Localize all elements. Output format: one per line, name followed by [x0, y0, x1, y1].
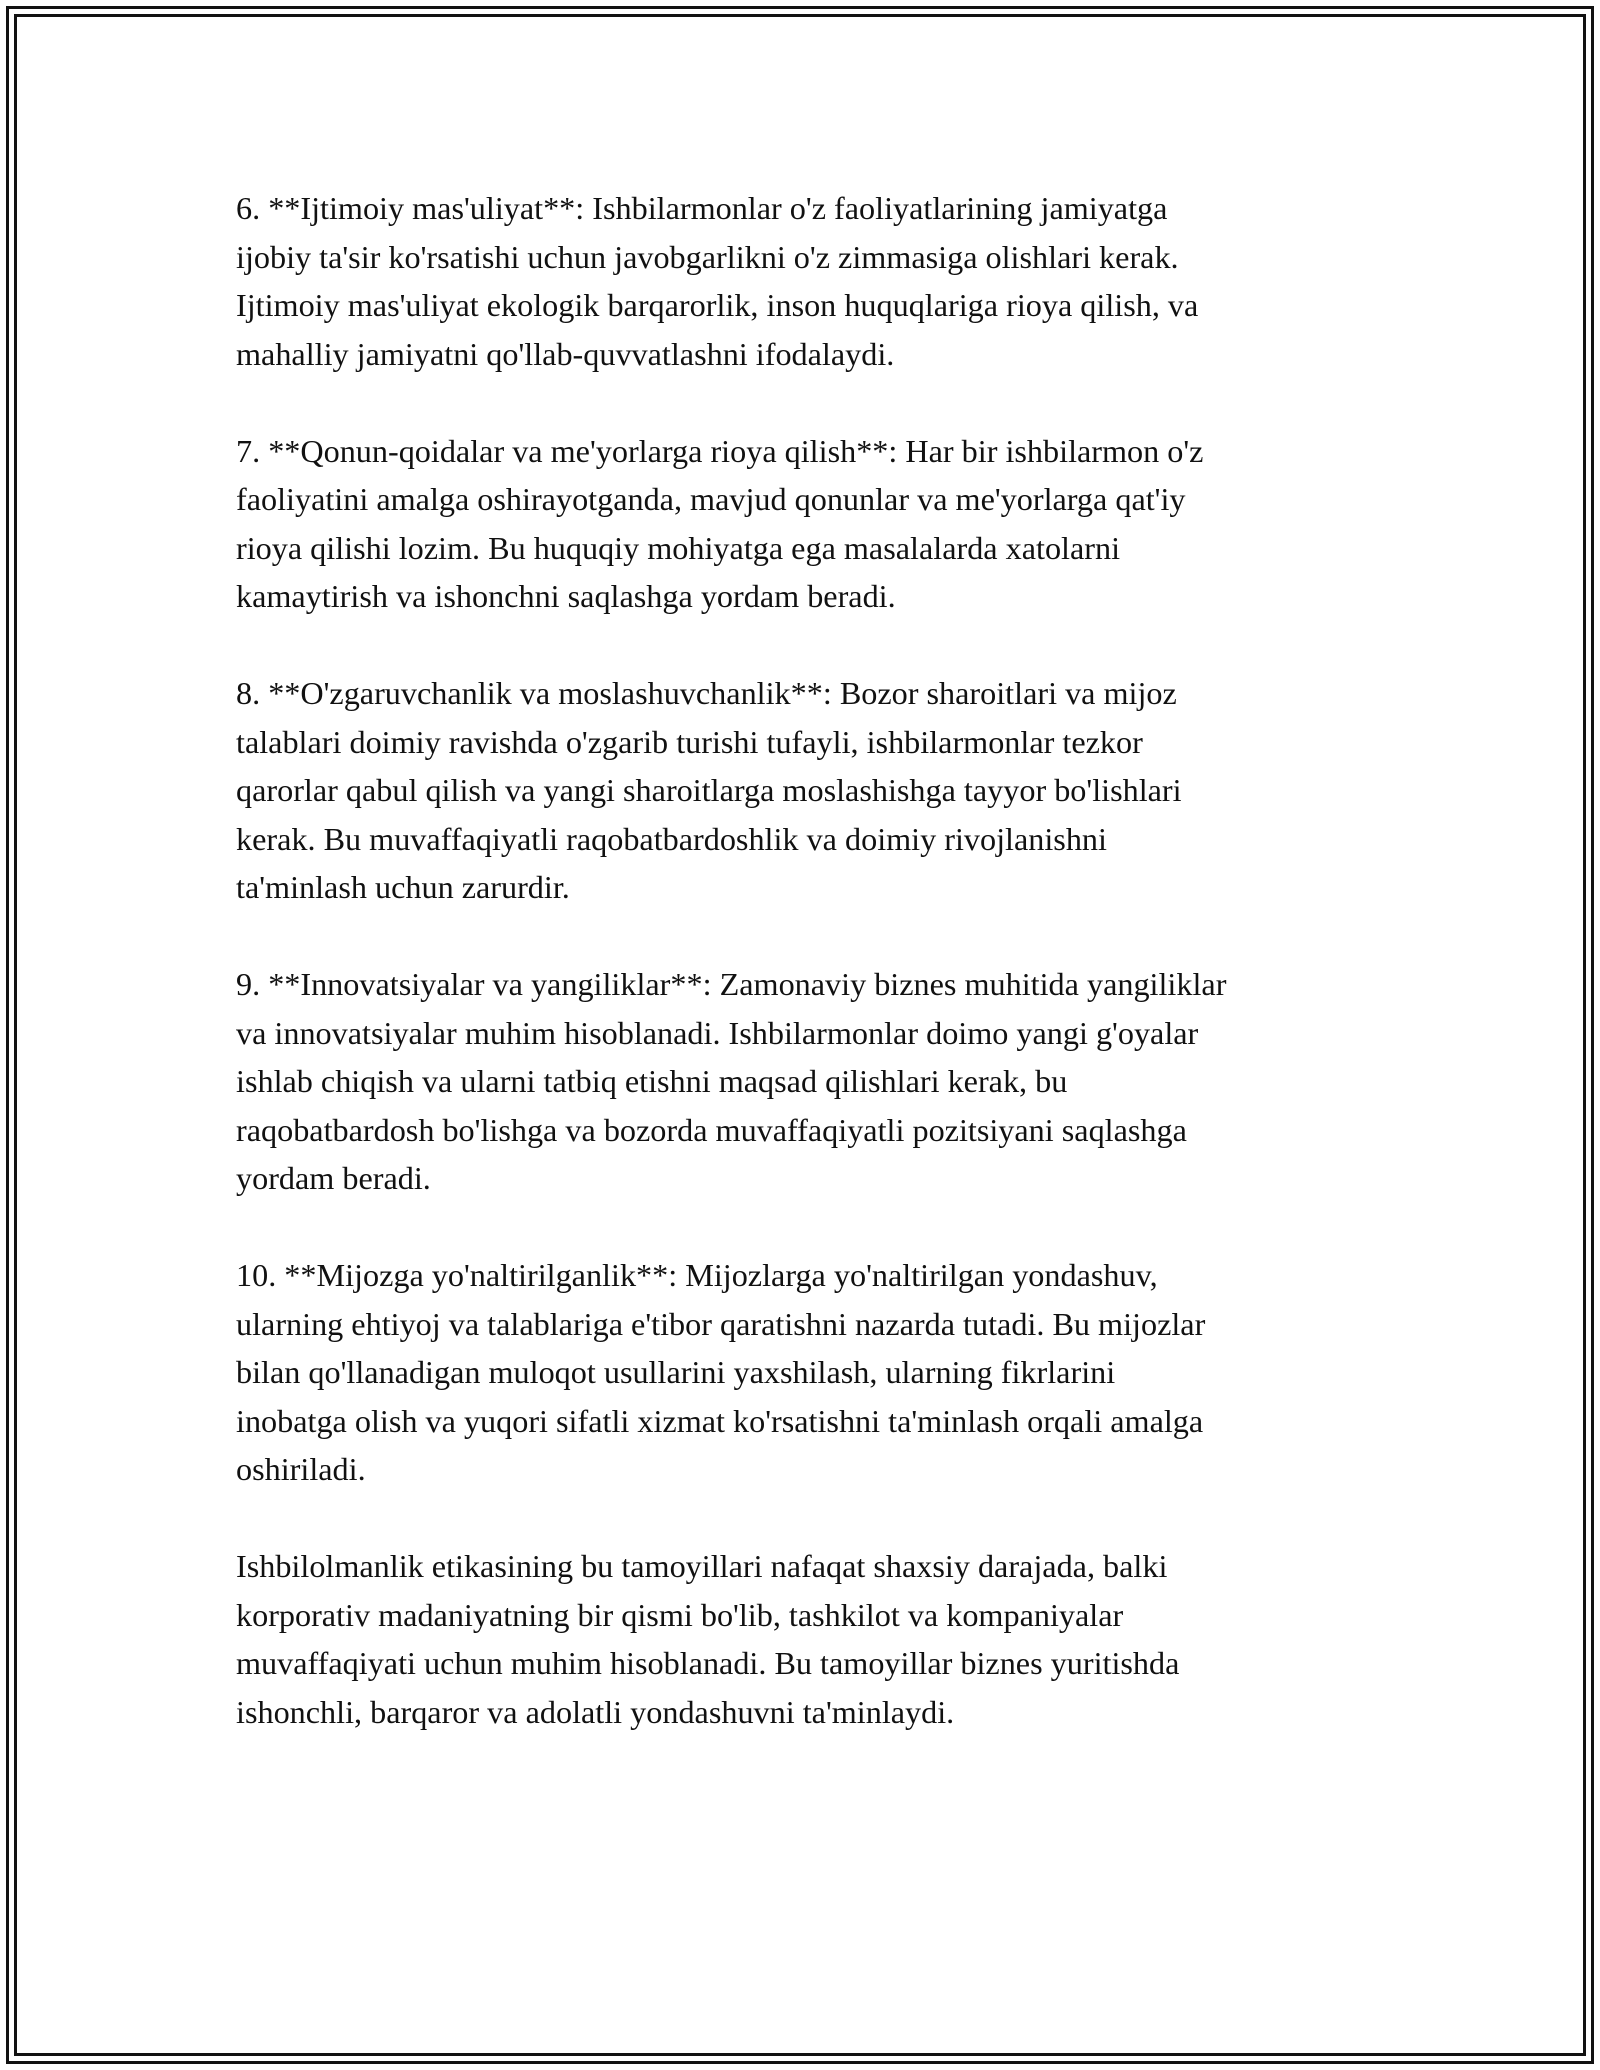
text-line: kerak. Bu muvaffaqiyatli raqobatbardoshlik va doimiy rivojlanishni	[236, 820, 1107, 857]
text-line: 10. **Mijozga yo'naltirilganlik**: Mijozlarga yo'naltirilgan yondashuv,	[236, 1257, 1158, 1293]
document-body	[236, 184, 1386, 1785]
text-line: inobatga olish va yuqori sifatli xizmat ko'rsatishni ta'minlash orqali amalga	[236, 1402, 1204, 1439]
paragraph-customer-orientation	[236, 1251, 1386, 1494]
text-line: kamaytirish va ishonchni saqlashga yordam beradi.	[236, 578, 896, 614]
text-line: va innovatsiyalar muhim hisoblanadi. Ishbilarmonlar doimo yangi g'oyalar	[236, 1014, 1199, 1051]
paragraph-adaptability	[236, 669, 1386, 912]
paragraph-legal-compliance	[236, 427, 1386, 621]
text-line: 6. **Ijtimoiy mas'uliyat**: Ishbilarmonlar o'z faoliyatlarining jamiyatga	[236, 190, 1168, 226]
text-line: 8. **O'zgaruvchanlik va moslashuvchanlik**: Bozor sharoitlari va mijoz	[236, 675, 1177, 711]
text-line: ishlab chiqish va ularni tatbiq etishni maqsad qilishlari kerak, bu	[236, 1063, 1068, 1099]
paragraph-conclusion	[236, 1542, 1386, 1736]
text-line: oshiriladi.	[236, 1451, 366, 1487]
text-line: yordam beradi.	[236, 1160, 431, 1196]
text-line: 9. **Innovatsiyalar va yangiliklar**: Zamonaviy biznes muhitida yangiliklar	[236, 966, 1227, 1002]
text-line: Ijtimoiy mas'uliyat ekologik barqarorlik, inson huquqlariga rioya qilish, va	[236, 287, 1199, 323]
text-line: ularning ehtiyoj va talablariga e'tibor qaratishni nazarda tutadi. Bu mijozlar	[236, 1305, 1206, 1342]
text-line: rioya qilishi lozim. Bu huquqiy mohiyatga ega masalalarda xatolarni	[236, 529, 1121, 566]
text-line: 7. **Qonun-qoidalar va me'yorlarga rioya qilish**: Har bir ishbilarmon o'z	[236, 432, 1204, 469]
text-line: ijobiy ta'sir ko'rsatishi uchun javobgarlikni o'z zimmasiga olishlari kerak.	[236, 238, 1179, 275]
text-line: raqobatbardosh bo'lishga va bozorda muvaffaqiyatli pozitsiyani saqlashga	[236, 1111, 1187, 1148]
text-line: muvaffaqiyati uchun muhim hisoblanadi. Bu tamoyillar biznes yuritishda	[236, 1645, 1180, 1681]
text-line: Ishbilolmanlik etikasining bu tamoyillari nafaqat shaxsiy darajada, balki	[236, 1548, 1168, 1584]
text-line: bilan qo'llanadigan muloqot usullarini yaxshilash, ularning fikrlarini	[236, 1354, 1116, 1390]
text-line: qarorlar qabul qilish va yangi sharoitlarga moslashishga tayyor bo'lishlari	[236, 772, 1182, 808]
paragraph-innovation	[236, 960, 1386, 1203]
text-line: mahalliy jamiyatni qo'llab-quvvatlashni ifodalaydi.	[236, 335, 895, 372]
text-line: talablari doimiy ravishda o'zgarib turishi tufayli, ishbilarmonlar tezkor	[236, 723, 1143, 760]
text-line: korporativ madaniyatning bir qismi bo'lib, tashkilot va kompaniyalar	[236, 1596, 1124, 1633]
text-line: ishonchli, barqaror va adolatli yondashuvni ta'minlaydi.	[236, 1693, 955, 1730]
text-line: ta'minlash uchun zarurdir.	[236, 869, 570, 905]
text-line: faoliyatini amalga oshirayotganda, mavjud qonunlar va me'yorlarga qat'iy	[236, 481, 1186, 517]
paragraph-social-responsibility	[236, 184, 1386, 378]
